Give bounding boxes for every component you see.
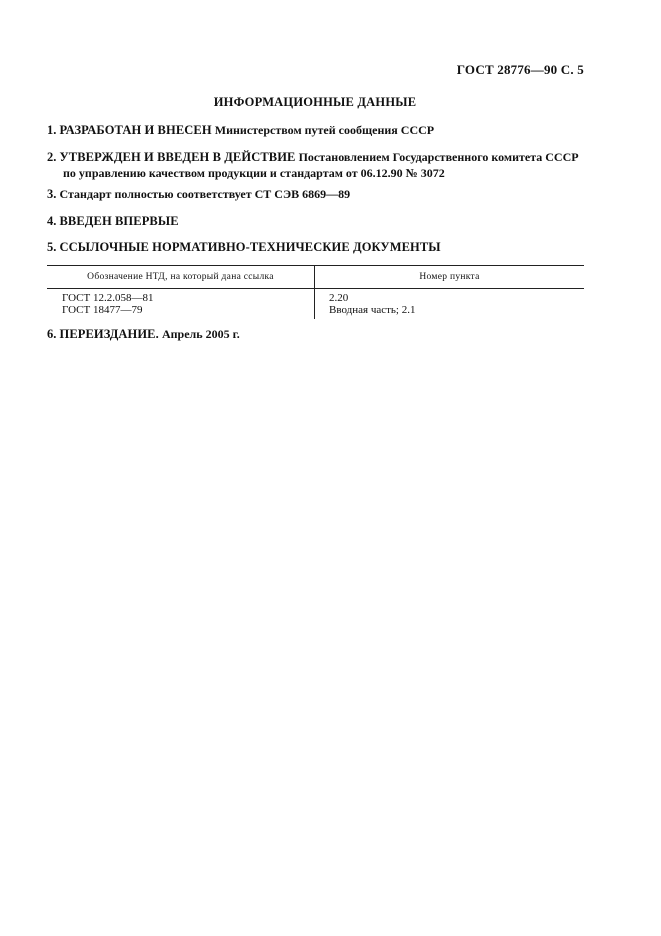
item-lead: ПЕРЕИЗДАНИЕ. — [59, 327, 159, 341]
info-item-4 — [47, 213, 592, 229]
table-row — [47, 304, 584, 319]
cell-document: ГОСТ 18477—79 — [47, 304, 315, 319]
item-text: Апрель 2005 г. — [161, 327, 240, 341]
item-text: Стандарт полностью соответствует СТ СЭВ 6869—89 — [59, 187, 351, 201]
item-lead: ВВЕДЕН ВПЕРВЫЕ — [59, 214, 179, 228]
reference-documents-table — [47, 265, 584, 319]
item-number: 5. — [47, 240, 57, 254]
info-item-2 — [47, 149, 592, 181]
document-header-code: ГОСТ 28776—90 С. 5 — [456, 62, 584, 77]
info-item-3 — [47, 186, 592, 202]
cell-clause: Вводная часть; 2.1 — [329, 304, 416, 316]
table-header-row — [47, 266, 584, 289]
item-number: 6. — [47, 327, 57, 341]
item-text: Министерством путей сообщения СССР — [214, 123, 435, 137]
column-header-clause: Номер пункта — [315, 266, 585, 289]
item-lead: РАЗРАБОТАН И ВНЕСЕН — [59, 123, 212, 137]
cell-clause: 2.20 — [329, 292, 349, 304]
item-lead: УТВЕРЖДЕН И ВВЕДЕН В ДЕЙСТВИЕ — [59, 150, 296, 164]
item-number: 1. — [47, 123, 57, 137]
item-text: Постановлением Государственного комитета СССР по управлению качеством продукции и стандартам от 06.12.90 № 3072 — [63, 150, 579, 180]
cell-document: ГОСТ 12.2.058—81 — [47, 289, 315, 305]
info-item-6 — [47, 326, 592, 342]
info-item-1 — [47, 122, 592, 138]
info-item-5 — [47, 239, 592, 255]
item-number: 3. — [47, 187, 57, 201]
item-number: 4. — [47, 214, 57, 228]
item-number: 2. — [47, 150, 57, 164]
section-title: ИНФОРМАЦИОННЫЕ ДАННЫЕ — [213, 95, 417, 109]
item-lead: ССЫЛОЧНЫЕ НОРМАТИВНО-ТЕХНИЧЕСКИЕ ДОКУМЕНТЫ — [59, 240, 441, 254]
table-row — [47, 289, 584, 305]
column-header-document: Обозначение НТД, на который дана ссылка — [47, 266, 315, 289]
